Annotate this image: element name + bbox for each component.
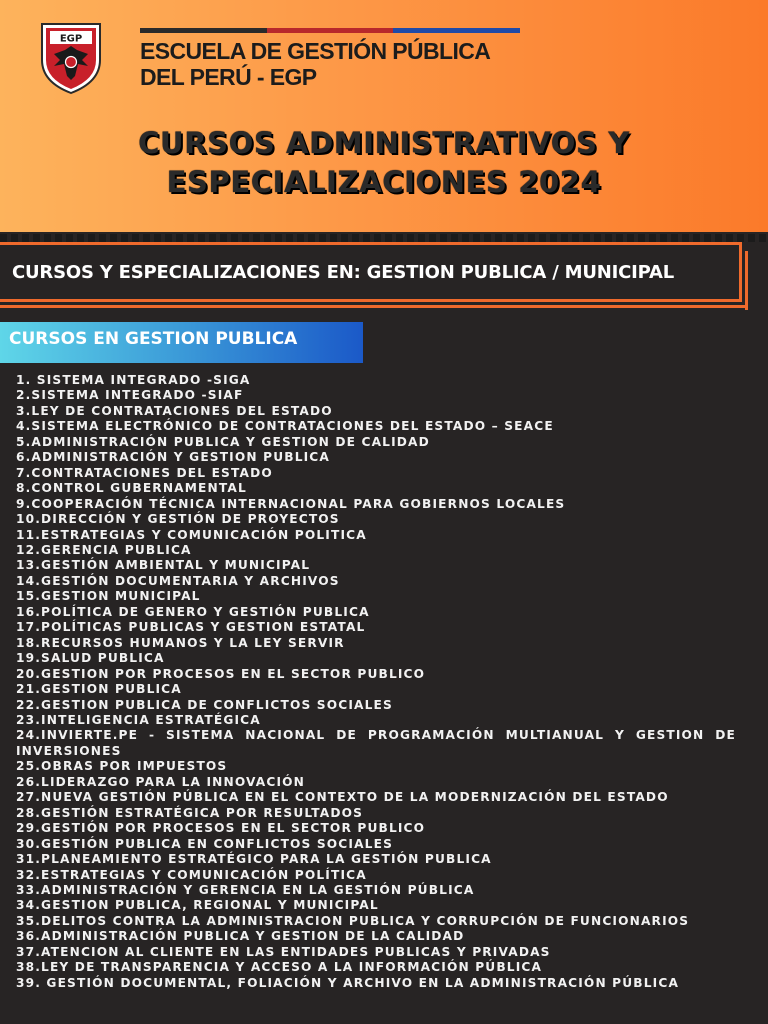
- course-item: 8.CONTROL GUBERNAMENTAL: [16, 481, 247, 496]
- egp-crest-logo: [38, 20, 104, 96]
- course-item: 4.SISTEMA ELECTRÓNICO DE CONTRATACIONES DEL ESTADO – SEACE: [16, 419, 554, 434]
- course-item: 22.GESTION PUBLICA DE CONFLICTOS SOCIALES: [16, 697, 393, 712]
- course-item: 38.LEY DE TRANSPARENCIA Y ACCESO A LA INFORMACIÓN PÚBLICA: [16, 960, 543, 975]
- course-item: 25.OBRAS POR IMPUESTOS: [16, 759, 228, 774]
- course-item: 26.LIDERAZGO PARA LA INNOVACIÓN: [16, 774, 306, 789]
- course-item: 1. SISTEMA INTEGRADO -SIGA: [16, 373, 251, 387]
- course-item: 29.GESTIÓN POR PROCESOS EN EL SECTOR PUBLICO: [16, 821, 426, 836]
- course-item: 32.ESTRATEGIAS Y COMUNICACIÓN POLÍTICA: [16, 867, 367, 882]
- accent-stripe: [140, 28, 520, 33]
- course-item: 24.INVIERTE.PE - SISTEMA NACIONAL DE PROGRAMACIÓN MULTIANUAL Y GESTION DE INVERSIONES: [16, 728, 736, 758]
- course-item: 36.ADMINISTRACIÓN PUBLICA Y GESTION DE LA CALIDAD: [16, 929, 465, 944]
- course-item: 16.POLÍTICA DE GENERO Y GESTIÓN PUBLICA: [16, 604, 370, 619]
- school-name-line2: DEL PERÚ - EGP: [140, 64, 317, 90]
- page-title: [0, 124, 768, 202]
- dashed-divider: [0, 234, 768, 242]
- course-item: 30.GESTIÓN PUBLICA EN CONFLICTOS SOCIALES: [16, 836, 393, 851]
- crest-letters: EGP: [59, 33, 83, 45]
- course-item: 3.LEY DE CONTRATACIONES DEL ESTADO: [16, 403, 333, 418]
- header-banner: [0, 0, 768, 232]
- category-label: [0, 322, 363, 363]
- course-item: 7.CONTRATACIONES DEL ESTADO: [16, 465, 273, 480]
- course-item: 12.GERENCIA PUBLICA: [16, 542, 192, 557]
- course-item: 18.RECURSOS HUMANOS Y LA LEY SERVIR: [16, 635, 345, 650]
- section-box-offset-line: [0, 305, 748, 308]
- course-item: 11.ESTRATEGIAS Y COMUNICACIÓN POLITICA: [16, 527, 367, 542]
- course-list: [16, 373, 736, 991]
- section-heading-box: [0, 242, 742, 302]
- course-item: 6.ADMINISTRACIÓN Y GESTION PUBLICA: [16, 450, 330, 465]
- accent-stripe-segment-red: [267, 28, 394, 33]
- school-name-line1: ESCUELA DE GESTIÓN PÚBLICA: [140, 38, 491, 64]
- course-item: 28.GESTIÓN ESTRATÉGICA POR RESULTADOS: [16, 805, 364, 820]
- course-item: 14.GESTIÓN DOCUMENTARIA Y ARCHIVOS: [16, 573, 340, 588]
- page-title-line1: CURSOS ADMINISTRATIVOS Y: [138, 126, 630, 160]
- course-item: 15.GESTION MUNICIPAL: [16, 589, 201, 604]
- course-item: 13.GESTIÓN AMBIENTAL Y MUNICIPAL: [16, 558, 311, 573]
- course-item: 37.ATENCION AL CLIENTE EN LAS ENTIDADES PUBLICAS Y PRIVADAS: [16, 944, 551, 959]
- course-item: 35.DELITOS CONTRA LA ADMINISTRACION PUBLICA Y CORRUPCIÓN DE FUNCIONARIOS: [16, 913, 690, 928]
- course-item: 34.GESTION PUBLICA, REGIONAL Y MUNICIPAL: [16, 898, 379, 913]
- accent-stripe-segment-blue: [393, 28, 520, 33]
- course-item: 31.PLANEAMIENTO ESTRATÉGICO PARA LA GESTIÓN PUBLICA: [16, 852, 492, 867]
- school-name: [140, 38, 490, 90]
- category-label-text: CURSOS EN GESTION PUBLICA: [9, 329, 298, 349]
- course-item: 5.ADMINISTRACIÓN PUBLICA Y GESTION DE CALIDAD: [16, 434, 430, 449]
- course-item: 17.POLÍTICAS PUBLICAS Y GESTION ESTATAL: [16, 620, 366, 635]
- section-heading: CURSOS Y ESPECIALIZACIONES EN: GESTION PUBLICA / MUNICIPAL: [12, 262, 674, 283]
- course-item: 23.INTELIGENCIA ESTRATÉGICA: [16, 712, 261, 727]
- course-item: 20.GESTION POR PROCESOS EN EL SECTOR PUBLICO: [16, 666, 426, 681]
- course-item: 10.DIRECCIÓN Y GESTIÓN DE PROYECTOS: [16, 512, 340, 527]
- page-title-line2: ESPECIALIZACIONES 2024: [166, 165, 602, 199]
- course-item: 19.SALUD PUBLICA: [16, 651, 165, 666]
- course-item: 33.ADMINISTRACIÓN Y GERENCIA EN LA GESTIÓN PÚBLICA: [16, 882, 475, 897]
- course-item: 21.GESTION PUBLICA: [16, 682, 182, 697]
- course-item: 9.COOPERACIÓN TÉCNICA INTERNACIONAL PARA GOBIERNOS LOCALES: [16, 496, 566, 511]
- course-item: 27.NUEVA GESTIÓN PÚBLICA EN EL CONTEXTO DE LA MODERNIZACIÓN DEL ESTADO: [16, 790, 669, 805]
- course-item: 2.SISTEMA INTEGRADO -SIAF: [16, 388, 244, 403]
- course-item: 39. GESTIÓN DOCUMENTAL, FOLIACIÓN Y ARCHIVO EN LA ADMINISTRACIÓN PÚBLICA: [16, 975, 680, 990]
- accent-stripe-segment-dark: [140, 28, 267, 33]
- section-box-offset-side: [745, 251, 748, 310]
